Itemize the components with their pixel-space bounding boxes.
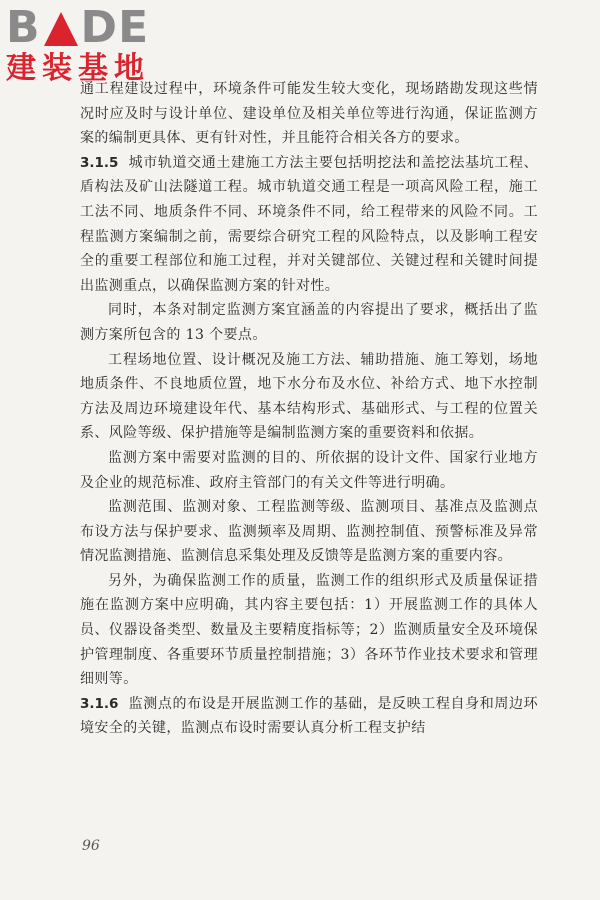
paragraph: 通工程建设过程中，环境条件可能发生较大变化，现场踏勘发现这些情况时应及时与设计单位、建设单位及相关单位等进行沟通，保证监测方案的编制更具体、更有针对性，并且能符合相关各方的要求。 [80,81,538,147]
section-number: 3.1.6 [80,695,119,712]
section-number: 3.1.5 [80,154,119,171]
paragraph: 监测范围、监测对象、工程监测等级、监测项目、基准点及监测点布设方法与保护要求、监测频率及周期、监测控制值、预警标准及异常情况监测措施、监测信息采集处理及反馈等是监测方案的重要内容。 [80,499,538,565]
paragraph-section: 3.1.6 监测点的布设是开展监测工作的基础，是反映工程自身和周边环境安全的关键，监测点布设时需要认真分析工程支护结 [80,695,538,737]
paragraph: 同时，本条对制定监测方案宜涵盖的内容提出了要求，概括出了监测方案所包含的 13 个要点。 [80,302,538,343]
logo-triangle-icon [44,12,78,46]
paragraph: 监测方案中需要对监测的目的、所依据的设计文件、国家行业地方及企业的规范标准、政府主管部门的有关文件等进行明确。 [80,449,538,491]
paragraph: 工程场地位置、设计概况及施工方法、辅助措施、施工筹划，场地地质条件、不良地质位置，地下水分布及水位、补给方式、地下水控制方法及周边环境建设年代、基本结构形式、基础形式、与工程的位置关系、风险等级、保护措施等是编制监测方案的重要资料和依据。 [80,351,538,442]
logo-wordmark: B DE [6,2,150,53]
paragraph-section: 3.1.5 城市轨道交通土建施工方法主要包括明挖法和盖挖法基坑工程、盾构法及矿山法隧道工程。城市轨道交通工程是一项高风险工程，施工工法不同、地质条件不同、环境条件不同，给工程带来的风险不同。工程监测方案编制之前，需要综合研究工程的风险特点，以及影响工程安全的重要工程部位和施工过程，并对关键部位、关键过程和关键时间提出监测重点，以确保监测方案的针对性。 [80,154,538,294]
logo-subtitle: 建装基地 [6,51,150,86]
body-text [80,77,538,741]
paragraph: 另外，为确保监测工作的质量，监测工作的组织形式及质量保证措施在监测方案中应明确，其内容主要包括：1）开展监测工作的具体人员、仪器设备类型、数量及主要精度指标等；2）监测质量安全及环境保护管理制度、各重要环节质量控制措施；3）各环节作业技术要求和管理细则等。 [80,572,538,688]
page-number: 96 [82,838,100,854]
